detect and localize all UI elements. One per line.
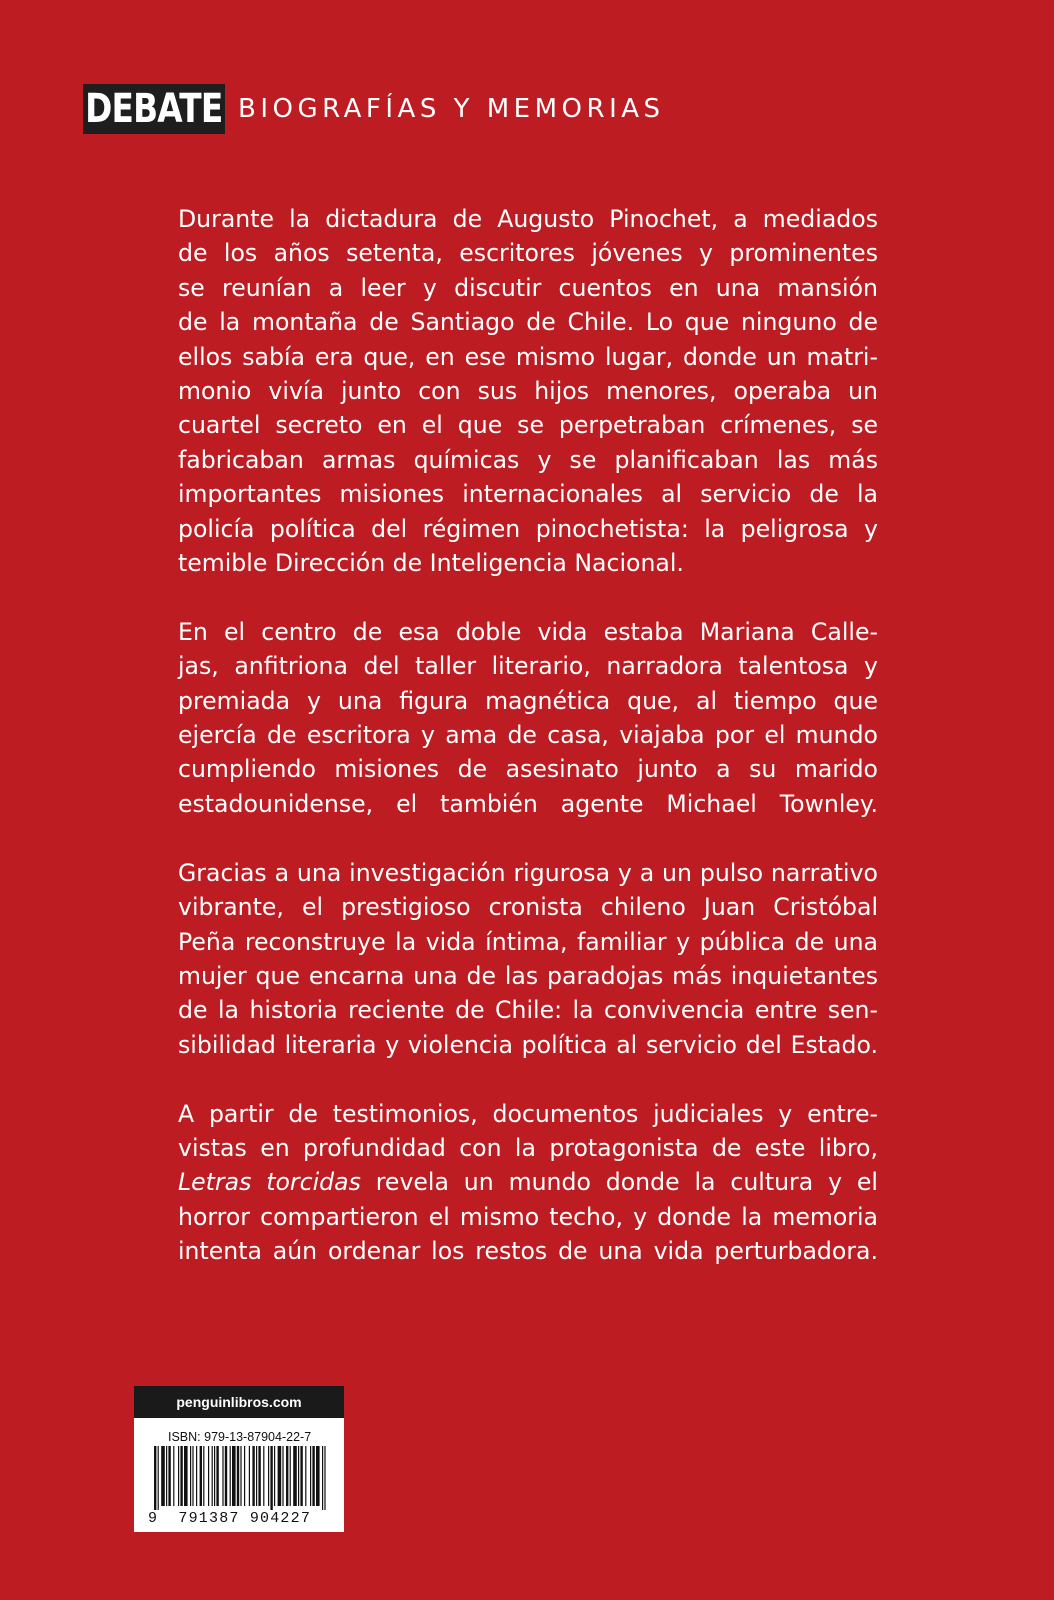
barcode-bar [322, 1446, 323, 1510]
text-line: mujer que encarna una de las paradojas más inquietantes [178, 961, 878, 990]
barcode-digits [148, 1510, 311, 1527]
barcode-bar [232, 1446, 236, 1506]
text-line: A partir de testimonios, documentos judiciales y entre- [178, 1099, 878, 1128]
barcode-bar [180, 1446, 182, 1506]
barcode-bar [316, 1446, 320, 1506]
blurb-paragraph-2 [178, 615, 878, 821]
text-line: premiada y una figura magnética que, al tiempo que [178, 686, 878, 715]
text-line: importantes misiones internacionales al servicio de la [178, 480, 878, 509]
barcode-bars [152, 1446, 328, 1510]
text-line: Durante la dictadura de Augusto Pinochet, a mediados [178, 205, 878, 233]
barcode-bar [203, 1446, 204, 1506]
text-line: vistas en profundidad con la protagonista de este libro, [178, 1133, 878, 1162]
barcode-bar [222, 1446, 223, 1506]
text-line: ejercía de escritora y ama de casa, viajaba por el mundo [178, 721, 878, 750]
series-name: BIOGRAFÍAS Y MEMORIAS [238, 94, 665, 124]
text-line: horror compartieron el mismo techo, y donde la memoria [178, 1202, 878, 1231]
text-line: En el centro de esa doble vida estaba Mariana Calle- [178, 617, 878, 646]
text-line: fabricaban armas químicas y se planificaban las más [178, 445, 878, 474]
text-line: Peña reconstruye la vida íntima, familiar y pública de una [178, 927, 878, 956]
text-line: sibilidad literaria y violencia política al servicio del Estado. [178, 1030, 878, 1059]
blurb-paragraph-1 [178, 202, 878, 580]
isbn-barcode-block [134, 1386, 344, 1532]
text-line: jas, anfitriona del taller literario, narradora talentosa y [178, 652, 878, 681]
barcode-bar [244, 1446, 245, 1506]
blurb-paragraph-4 [178, 1097, 878, 1269]
barcode-bar [256, 1446, 257, 1506]
barcode-bar [208, 1446, 209, 1506]
barcode-bar [237, 1446, 239, 1506]
isbn-label: ISBN: 979-13-87904-22-7 [168, 1430, 312, 1444]
text-fragment: revela un mundo donde la cultura y el [360, 1168, 878, 1197]
barcode-bar [173, 1446, 174, 1506]
barcode-bar [252, 1446, 254, 1506]
barcode-bar [212, 1446, 213, 1506]
publisher-header [83, 84, 665, 134]
text-line: se reunían a leer y discutir cuentos en una mansión [178, 273, 878, 302]
barcode-bar [298, 1446, 299, 1506]
barcode-bar [225, 1446, 227, 1506]
barcode-bar [249, 1446, 250, 1506]
barcode-bar [214, 1446, 215, 1506]
text-line: cumpliendo misiones de asesinato junto a su marido [178, 755, 878, 784]
text-line: policía política del régimen pinochetista: la peligrosa y [178, 514, 878, 543]
barcode-bar [270, 1446, 272, 1510]
barcode-digit-first: 9 [148, 1510, 159, 1527]
text-line: intenta aún ordenar los restos de una vida perturbadora. [178, 1237, 878, 1266]
barcode-bar [154, 1446, 156, 1510]
barcode-bar [312, 1446, 314, 1506]
barcode-bar [178, 1446, 179, 1506]
text-line: de la historia reciente de Chile: la convivencia entre sen- [178, 996, 878, 1025]
barcode-bar [200, 1446, 202, 1506]
logo-text: DEBATE [85, 86, 223, 132]
barcode-bar [190, 1446, 191, 1506]
barcode-bar [192, 1446, 193, 1506]
text-line: cuartel secreto en el que se perpetraban crímenes, se [178, 411, 878, 440]
barcode-bar [310, 1446, 311, 1506]
barcode-bar [278, 1446, 282, 1506]
blurb-paragraph-3 [178, 856, 878, 1062]
barcode-bar [274, 1446, 275, 1506]
text-line: ellos sabía era que, en ese mismo lugar, donde un matri- [178, 342, 878, 371]
barcode-bar [216, 1446, 218, 1506]
text-line [178, 1165, 878, 1199]
barcode-bar [290, 1446, 291, 1506]
barcode-bar [282, 1446, 283, 1506]
barcode-bar [196, 1446, 197, 1506]
barcode-bar [305, 1446, 306, 1506]
barcode-bar [258, 1446, 260, 1506]
barcode-bar [286, 1446, 288, 1506]
barcode-bar [263, 1446, 264, 1506]
text-line: de los años setenta, escritores jóvenes y prominentes [178, 239, 878, 268]
barcode-bar [293, 1446, 297, 1506]
barcode-bar [161, 1446, 165, 1506]
back-cover-blurb [178, 202, 878, 1303]
text-line: vibrante, el prestigioso cronista chileno Juan Cristóbal [178, 893, 878, 922]
barcode-bar [184, 1446, 188, 1506]
text-line: Gracias a una investigación rigurosa y a un pulso narrativo [178, 858, 878, 887]
text-line: temible Dirección de Inteligencia Nacional. [178, 549, 684, 578]
barcode-bar [300, 1446, 302, 1506]
barcode-bar [324, 1446, 325, 1510]
debate-logo [83, 84, 225, 134]
text-line: monio vivía junto con sus hijos menores, operaba un [178, 377, 878, 406]
text-line: de la montaña de Santiago de Chile. Lo que ninguno de [178, 308, 878, 337]
barcode-bar [166, 1446, 167, 1506]
barcode-bar [240, 1446, 241, 1506]
barcode-bar [158, 1446, 159, 1510]
barcode-bar [268, 1446, 269, 1506]
book-title: Letras torcidas [178, 1168, 361, 1197]
barcode-digit-rest: 791387 904227 [178, 1510, 312, 1527]
text-line: estadounidense, el también agente Michael Townley. [178, 789, 878, 818]
publisher-website: penguinlibros.com [134, 1386, 344, 1418]
barcode-bar [168, 1446, 170, 1506]
barcode-bar [230, 1446, 231, 1506]
